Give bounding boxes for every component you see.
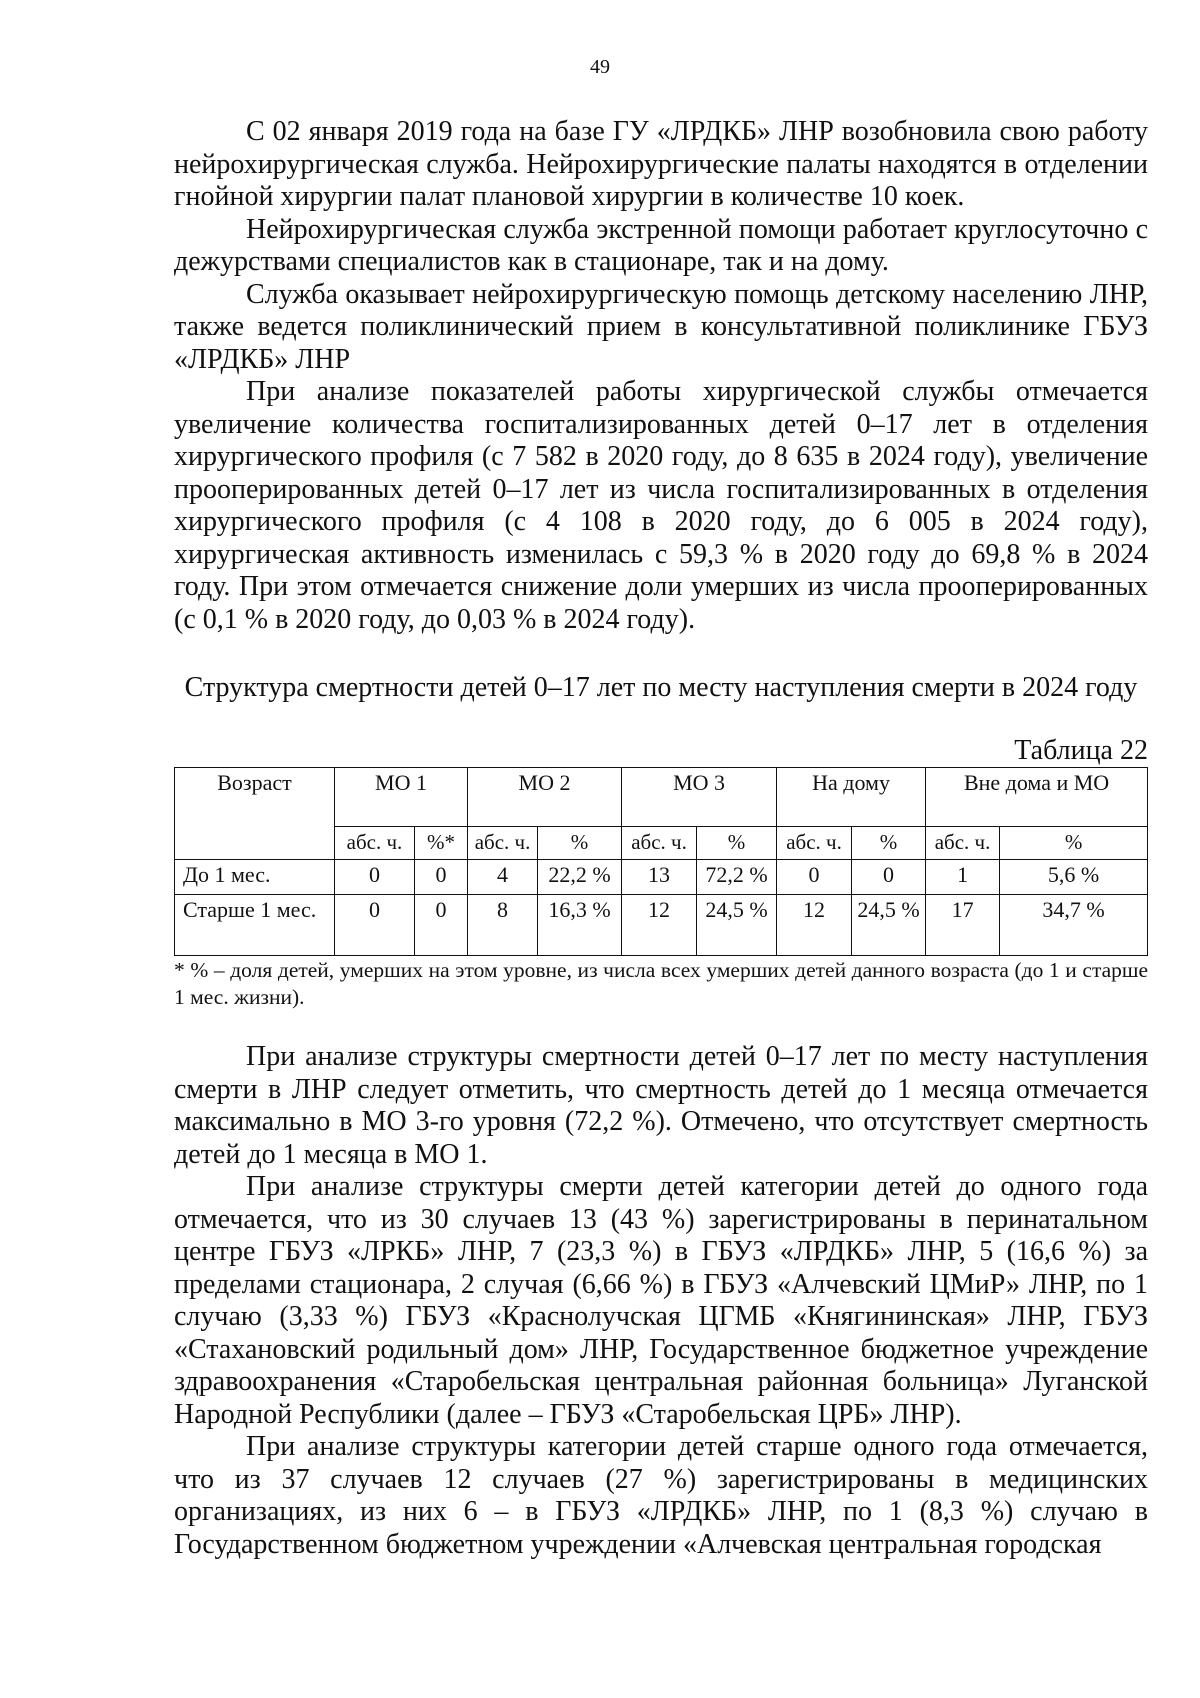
paragraph-surgical-indicators: При анализе показателей работы хирургической службы отмечается увеличение количества госпитализированных детей 0–17 лет в отделения хирургического профиля (с 7 582 в 2020 году, до 8 635 в 2024 году), увеличение прооперированных детей 0–17 лет из числа госпитализированных в отделения хирургического профиля (с 4 108 в 2020 году, до 6 005 в 2024 году), хирургическая активность изменилась с 59,3 % в 2020 году до 69,8 % в 2024 году. При этом отмечается снижение доли умерших из числа прооперированных (с 0,1 % в 2020 году, до 0,03 % в 2024 году).: [174, 376, 1148, 635]
subheader-mo1-abs: абс. ч.: [335, 827, 415, 860]
paragraph-outpatient-service: Служба оказывает нейрохирургическую помощь детскому населению ЛНР, также ведется поликлинический прием в консультативной поликлинике ГБУЗ «ЛРДКБ» ЛНР: [174, 278, 1148, 375]
table-cell: 17: [926, 895, 1000, 956]
header-age: Возраст: [175, 768, 335, 860]
table-footnote: * % – доля детей, умерших на этом уровне, из числа всех умерших детей данного возраста (до 1 и старше 1 мес. жизни).: [174, 958, 1148, 1009]
table-cell: 12: [622, 895, 697, 956]
table-cell: 8: [468, 895, 538, 956]
page-number: 49: [590, 56, 610, 78]
mortality-table: [174, 767, 1148, 956]
table-cell: 0: [777, 860, 852, 895]
analysis-text-block: [174, 1041, 1148, 1561]
table-cell: 0: [335, 860, 415, 895]
table-title: Структура смертности детей 0–17 лет по месту наступления смерти в 2024 году: [184, 672, 1138, 703]
subheader-mo3-pct: %: [697, 827, 777, 860]
row-label: Старше 1 мес.: [175, 895, 335, 956]
subheader-home-pct: %: [852, 827, 926, 860]
header-at-home: На дому: [777, 768, 926, 827]
header-mo3: МО 3: [622, 768, 777, 827]
table-header-row: [175, 768, 1148, 827]
subheader-mo1-pct: %*: [415, 827, 468, 860]
subheader-mo2-pct: %: [538, 827, 622, 860]
table-cell: 13: [622, 860, 697, 895]
paragraph-over-one-year: При анализе структуры категории детей старше одного года отмечается, что из 37 случаев 12 случаев (27 %) зарегистрированы в медицинских организациях, из них 6 – в ГБУЗ «ЛРДКБ» ЛНР, по 1 (8,3 %) случаю в Государственном бюджетном учреждении «Алчевская центральная городская: [174, 1431, 1148, 1560]
table-row: [175, 860, 1148, 895]
paragraph-neurosurgery-service: С 02 января 2019 года на базе ГУ «ЛРДКБ» ЛНР возобновила свою работу нейрохирургическая служба. Нейрохирургические палаты находятся в отделении гнойной хирургии палат плановой хирургии в количестве 10 коек.: [174, 116, 1148, 212]
subheader-outside-abs: абс. ч.: [926, 827, 1000, 860]
table-cell: 0: [852, 860, 926, 895]
table-cell: 12: [777, 895, 852, 956]
paragraph-emergency-service: Нейрохирургическая служба экстренной помощи работает круглосуточно с дежурствами специалистов как в стационаре, так и на дому.: [174, 213, 1148, 277]
table-cell: 1: [926, 860, 1000, 895]
header-outside: Вне дома и МО: [926, 768, 1148, 827]
paragraph-under-one-year: При анализе структуры смерти детей категории детей до одного года отмечается, что из 30 случаев 13 (43 %) зарегистрированы в перинатальном центре ГБУЗ «ЛРКБ» ЛНР, 7 (23,3 %) в ГБУЗ «ЛРДКБ» ЛНР, 5 (16,6 %) за пределами стационара, 2 случая (6,66 %) в ГБУЗ «Алчевский ЦМиР» ЛНР, по 1 случаю (3,33 %) ГБУЗ «Краснолучская ЦГМБ «Княгининская» ЛНР, ГБУЗ «Стахановский родильный дом» ЛНР, Государственное бюджетное учреждение здравоохранения «Старобельская центральная районная больница» Луганской Народной Республики (далее – ГБУЗ «Старобельская ЦРБ» ЛНР).: [174, 1171, 1148, 1430]
table-cell: 0: [415, 895, 468, 956]
row-label: До 1 мес.: [175, 860, 335, 895]
table-label: Таблица 22: [1014, 735, 1148, 766]
subheader-outside-pct: %: [1000, 827, 1148, 860]
subheader-mo2-abs: абс. ч.: [468, 827, 538, 860]
paragraph-mortality-place: При анализе структуры смертности детей 0–17 лет по месту наступления смерти в ЛНР следует отметить, что смертность детей до 1 месяца отмечается максимально в МО 3-го уровня (72,2 %). Отмечено, что отсутствует смертность детей до 1 месяца в МО 1.: [174, 1041, 1148, 1170]
table-cell: 16,3 %: [538, 895, 622, 956]
table-cell: 0: [335, 895, 415, 956]
table-cell: 22,2 %: [538, 860, 622, 895]
table-cell: 0: [415, 860, 468, 895]
table-cell: 24,5 %: [852, 895, 926, 956]
table-cell: 34,7 %: [1000, 895, 1148, 956]
table-cell: 24,5 %: [697, 895, 777, 956]
table-cell: 5,6 %: [1000, 860, 1148, 895]
table-cell: 4: [468, 860, 538, 895]
table-row: [175, 895, 1148, 956]
subheader-home-abs: абс. ч.: [777, 827, 852, 860]
intro-text-block: [174, 116, 1148, 636]
header-mo1: МО 1: [335, 768, 468, 827]
subheader-mo3-abs: абс. ч.: [622, 827, 697, 860]
header-mo2: МО 2: [468, 768, 622, 827]
table-cell: 72,2 %: [697, 860, 777, 895]
